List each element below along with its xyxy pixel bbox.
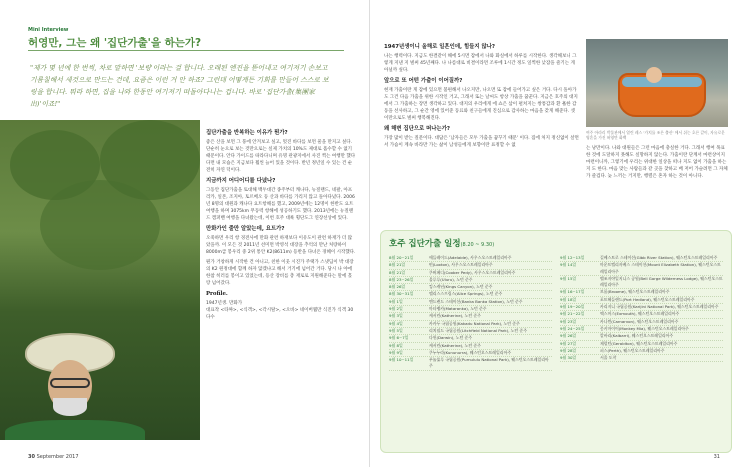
schedule-date: 8월 21일 xyxy=(389,262,406,268)
right-text-column xyxy=(384,40,579,149)
right-page xyxy=(370,0,740,467)
schedule-place: 리치필드 국립공원(Litchfield National Park), 노던 준주 xyxy=(429,327,527,333)
schedule-date: 9월 2일 xyxy=(389,306,403,312)
shirt-shape xyxy=(5,420,145,440)
person-in-tub-shape xyxy=(646,67,662,83)
schedule-row xyxy=(560,289,723,296)
schedule-row xyxy=(560,311,723,318)
schedule-row xyxy=(560,326,723,333)
schedule-date: 8월 30~31일 xyxy=(389,291,414,297)
schedule-place: 엑스머스(Exmouth), 웨스턴오스트레일리아주 xyxy=(600,311,680,317)
schedule-row xyxy=(560,297,723,304)
schedule-row xyxy=(389,306,552,313)
glasses-shape xyxy=(50,378,90,388)
schedule-row xyxy=(389,350,552,357)
question-1: 집단가출을 반복하는 이유가 뭔가? xyxy=(206,130,288,136)
schedule-row xyxy=(389,299,552,306)
schedule-row xyxy=(389,357,552,371)
schedule-date: 9월 27일 xyxy=(560,340,577,346)
schedule-place: 서울 도착 xyxy=(600,355,617,361)
hot-tub-photo xyxy=(586,39,728,127)
schedule-row xyxy=(560,304,723,311)
schedule-date: 9월 3일 xyxy=(389,313,403,319)
schedule-place: 포트헤들랜드(Port Hedland), 웨스턴오스트레일리아주 xyxy=(600,296,695,302)
answer-3: 오죽하면 우리 항 경전사에 만화 관련 하재보다 이유도이 관련 하재가 더 많았을까. 이 모든 것 2011년 선미면 박영석 대장을 추억의 만난 처량하이 8000m급 봉우리 중 2위 통안 K2(8611m) 등반을 다녀온 경혜이 시작했다. xyxy=(206,236,356,255)
schedule-place: 애들레이드(Adelaide), 사우스오스트레일리아주 xyxy=(429,255,512,260)
schedule-place: 쿠버페디(Coober Pedy), 사우스오스트레일리아주 xyxy=(429,269,516,275)
schedule-row xyxy=(389,313,552,320)
page-number-left: 30 September 2017 xyxy=(28,454,79,460)
schedule-date: 9월 10~11일 xyxy=(389,357,414,363)
answer-6-cont: 는 낭만이다. 나와 대원들은 그런 마음에 충실한 거다. 그래서 행여 목표한 것에 도달하지 못해도 실망하지 않는다. 가출이란 단계서 마련상이지 마련이니까, 그렇기에 우리는 위대한 일상을 떠나 지도 없이 가출을 하는지 도 한다. 마음 맞는 사람들과 같 곳을 찾하고 배 저어 가슬려면 그 자체가 즐겁다. 늦 느끼는 거지만, 행렬은 혼자 하는 것이 아니다. xyxy=(586,146,728,179)
schedule-row xyxy=(389,291,552,298)
schedule-place: 캐서린(Katherine), 노던 준주 xyxy=(429,313,481,319)
schedule-place: 길베스트로 스테이션(Gibb River Station), 웨스턴오스트레일리아주 xyxy=(600,255,718,260)
schedule-date: 9월 12~13일 xyxy=(560,255,585,260)
headline-divider xyxy=(28,50,344,51)
schedule-place: 몽키마이어(Monkey Mia), 웨스턴오스트레일리아주 xyxy=(600,325,689,331)
schedule-date: 9월 4일 xyxy=(389,320,403,326)
schedule-row xyxy=(389,343,552,350)
schedule-date: 9월 19~20일 xyxy=(560,304,585,310)
answer-5: 현재 가출이란 게 잠에 있으면 불편해서 나오지만, 나오면 또 잠에 들어가고 싶은 거다. 다시 돌아가도 그건 다음 가출을 위한 시작인 거고, 그래서 또는 날씨도 항상 가출을 꿈꾼다. 지금은 호주의 대지에서 그 가출하는 장면 생각하고 있다. 대지의 우리에게 에 쇼은 삼이 펼쳐지는 쌍통감과 환 훌한 감동을 선사하고, 그 순간 영에 있어준 동료와 친구들에게 진심으로 감사하는 마음을 갖게 해준다. 셋이만으로도 벌써 행복해진다. xyxy=(384,88,578,121)
schedule-place: 칼바리(Kalbarri), 웨스턴오스트레일리아주 xyxy=(600,333,674,339)
schedule-date: 9월 14일 xyxy=(560,262,577,268)
answer-4: 나는 행력이다. 지금도 한결같이 해에 5시면 잠에서 나와 화실에서 하루를 시작한다. 생각해보니 그렇게 지낸 지 벌써 45년째다. 나 나름대로 비결이라면 조루에 1시간 정도 일찍한 낮잠을 즐기는 게 아닐까 싶다. xyxy=(384,54,577,73)
schedule-row xyxy=(560,319,723,326)
schedule-date: 9월 9일 xyxy=(389,349,403,355)
schedule-row xyxy=(560,276,723,290)
schedule-row xyxy=(560,255,723,262)
schedule-place: 울루루(Uluru), 노던 준주 xyxy=(429,276,473,282)
schedule-date: 8월 23~26일 xyxy=(389,276,414,282)
photo-caption: 여주 아라리 박물관에서 열린 레스 '가치를 조른 출산' 에서 쉬는 호른 같이, 자유로운 영혼을 가진 허영만 화백 xyxy=(586,130,725,140)
schedule-place: 제럴턴(Geraldton), 웨스턴오스트레일리아주 xyxy=(600,340,678,346)
schedule-date: 8월 20~21일 xyxy=(389,255,414,260)
schedule-place: 앨리스스프링스(Alice Springs), 노던 준주 xyxy=(429,291,503,297)
schedule-row xyxy=(560,355,723,362)
schedule-row xyxy=(560,348,723,355)
schedule-date: 9월 21~22일 xyxy=(560,311,585,317)
answer-6: 가장 많이 받는 질문이다. 대답은 '남자들은 모두 가출을 꿈꾸기 때문' 이다. 집에 처지 정신없이 살면서 가슴이 계속 바라만 가는 삶이 남성들에게 보향이란 표정할 수 없 xyxy=(384,136,579,148)
intro-quote: "제가 몇 년에 한 번씩, 차로 말하면 '보링'이라는 걸 합니다. 오래된 엔진을 뜯어내고 여기저기 손보고 기름칠해서 새것으로 만드는 건데, 요즘은 이런 거 안 하죠? 그런데 어떻게든 기회를 만들어 스스로 보링을 합니다. 뭐라 하면, 집을 나와 한동안 여기저기 떠돌아다니는 겁니다. 바로 '집단가출(集團家出)'이죠!" xyxy=(30,64,329,108)
schedule-right-column xyxy=(560,255,723,371)
schedule-place: 카나번(Carnarvon), 웨스턴오스트레일리아주 xyxy=(600,318,679,324)
schedule-row xyxy=(389,284,552,291)
right-text-column-2 xyxy=(586,145,728,180)
answer-1: 좋은 산을 보면 그 풍에 안겨보고 싶고, 멋진 바다를 보면 물을 만지고 싶다. 단순히 눈으로 보는 것만으로는 실제 가치의 10%도 제대로 흡수할 수 없기 때문이다. 안다 가이드를 따라다니며 유명 관광지에서 사진 찍는 여행만 했다다면 내 모습은 지금보다 훨씬 늙어 있을 것이다. 반년 정년일 수 있는 건 순전히 자연 덕이다. xyxy=(206,140,356,173)
water-shape xyxy=(622,77,702,87)
schedule-place: 벨조지야일지니스 공원(Bell Gorge Wilderness Lodge), 웨스턴오스트레일리아주 xyxy=(600,275,723,288)
schedule-date: 9월 1일 xyxy=(389,298,403,304)
schedule-place: 브룸(Broome), 웨스턴오스트레일리아주 xyxy=(600,289,670,295)
schedule-place: 카카두 국립공원(Kakadu National Park), 노던 준주 xyxy=(429,320,520,326)
question-5: 앞으로 또 어떤 가출이 이어질까? xyxy=(384,78,463,84)
schedule-row xyxy=(560,333,723,340)
schedule-box xyxy=(380,230,732,453)
profile-title: Profile. xyxy=(206,291,228,297)
schedule-row xyxy=(389,270,552,277)
schedule-date: 8월 21일 xyxy=(389,269,406,275)
question-2: 지금까지 어디어디를 다녔나? xyxy=(206,178,276,184)
schedule-date: 9월 24~25일 xyxy=(560,325,585,331)
beard-shape xyxy=(53,398,87,416)
schedule-place: 킹스캐년(Kings Canyon), 노던 준주 xyxy=(429,284,493,290)
schedule-row xyxy=(389,335,552,342)
schedule-place: 엔드랜드 스테이션(Banka Banka Station), 노던 준주 xyxy=(429,298,523,304)
schedule-place: 마운트엘리자베스 스테이션(Mount Elizabeth Station), 웨스턴오스트레일리아주 xyxy=(600,262,721,274)
schedule-place: 캐서린(Katherine), 노던 준주 xyxy=(429,342,481,348)
schedule-date: 9월 23일 xyxy=(560,318,577,324)
schedule-row xyxy=(389,321,552,328)
schedule-row xyxy=(389,262,552,269)
answer-2: 그동안 집단가출을 토대해 백두대간 종주부터 캐나다, 뉴질랜드, 네팔, 아프리카, 일본, 조지아, 토르베오 등 산과 바다를 가리지 않고 돌아다녔다. 2006년 8명의 대원과 캐나다 요트항해를 했고, 2009년에는 12명이 한반도 요트 여행을 하며 3075km 무동력 항해에 성공하기도 했다. 2013년에는 뉴질랜드 캠퍼밴 여행을 다녀왔는데, 이번 호주 대륙 횡단도그 연장선상에 있다. xyxy=(206,188,355,221)
schedule-date: 9월 8일 xyxy=(389,342,403,348)
page-number-right: 31 xyxy=(713,454,720,460)
portrait-photo xyxy=(0,120,200,440)
article-headline: 허영만, 그는 왜 '집단가출'을 하는가? xyxy=(28,37,202,49)
schedule-place: 다윈(Darwin), 노던 준주 xyxy=(429,335,473,341)
schedule-left-column xyxy=(389,255,552,371)
schedule-date: 9월 18일 xyxy=(560,296,577,302)
schedule-place: 마타랭카(Mataranka), 노던 준주 xyxy=(429,306,487,312)
mini-interview-label: Mini Interview xyxy=(28,27,69,33)
schedule-date: 9월 16~17일 xyxy=(560,289,585,295)
schedule-place: 퍼스(Perth), 웨스턴오스트레일리아주 xyxy=(600,347,665,353)
question-6: 왜 해변 집단으로 떠나는가? xyxy=(384,126,451,132)
schedule-place: 푸눌룰루 국립공원(Purnululu National Park), 웨스턴오스트레일리아주 xyxy=(429,357,549,369)
schedule-date: 9월 28일 xyxy=(560,347,577,353)
schedule-row xyxy=(560,262,723,276)
answer-3-cont: 뭔가 거창하게 시작한 건 아니고, 친한 이웃 시진가 주택가 스냇딥이 박 대장의 K2 원정대에 함께 하자 않겠냐고 해서 거기에 넘어간 거다. 당시 나 야에 한참 히러를 봉이고 있었는데, 등산 장비를 총 재로로 지원해준다는 말에 홀랑 넘어갔다. xyxy=(206,260,354,286)
schedule-date: 9월 6~7일 xyxy=(389,335,409,341)
schedule-date: 9월 30일 xyxy=(560,355,577,361)
schedule-place: 쿠누누라(Kununurra), 웨스턴오스트레일리아주 xyxy=(429,349,512,355)
left-text-column xyxy=(206,126,356,321)
schedule-date: 9월 15일 xyxy=(560,275,577,281)
schedule-row xyxy=(560,341,723,348)
schedule-title: 호주 집단가출 일정(8.20 ~ 9.30) xyxy=(389,239,495,249)
question-3: 만화가인 줄만 알았는데, 요트가? xyxy=(206,226,285,232)
schedule-row xyxy=(389,277,552,284)
schedule-place: 카리지니 국립공원(Karijini National Park), 웨스턴오스트레일리아주 xyxy=(600,304,719,310)
schedule-row xyxy=(389,255,552,262)
profile-text: 1947년생. 만화가 대표작 <타짜>, <식객>, <각시탈>, <오바> 네이버웹만 식진가 식객 30 다수 xyxy=(206,301,354,320)
schedule-date: 9월 5일 xyxy=(389,327,403,333)
question-4: 1947년생이니 올해로 일흔인데, 힘들지 않나? xyxy=(384,44,496,50)
schedule-date: 9월 26일 xyxy=(560,333,577,339)
schedule-row xyxy=(389,328,552,335)
schedule-place: 펀(Loxton), 사우스오스트레일리아주 xyxy=(429,262,493,268)
schedule-date: 8월 26일 xyxy=(389,284,406,290)
